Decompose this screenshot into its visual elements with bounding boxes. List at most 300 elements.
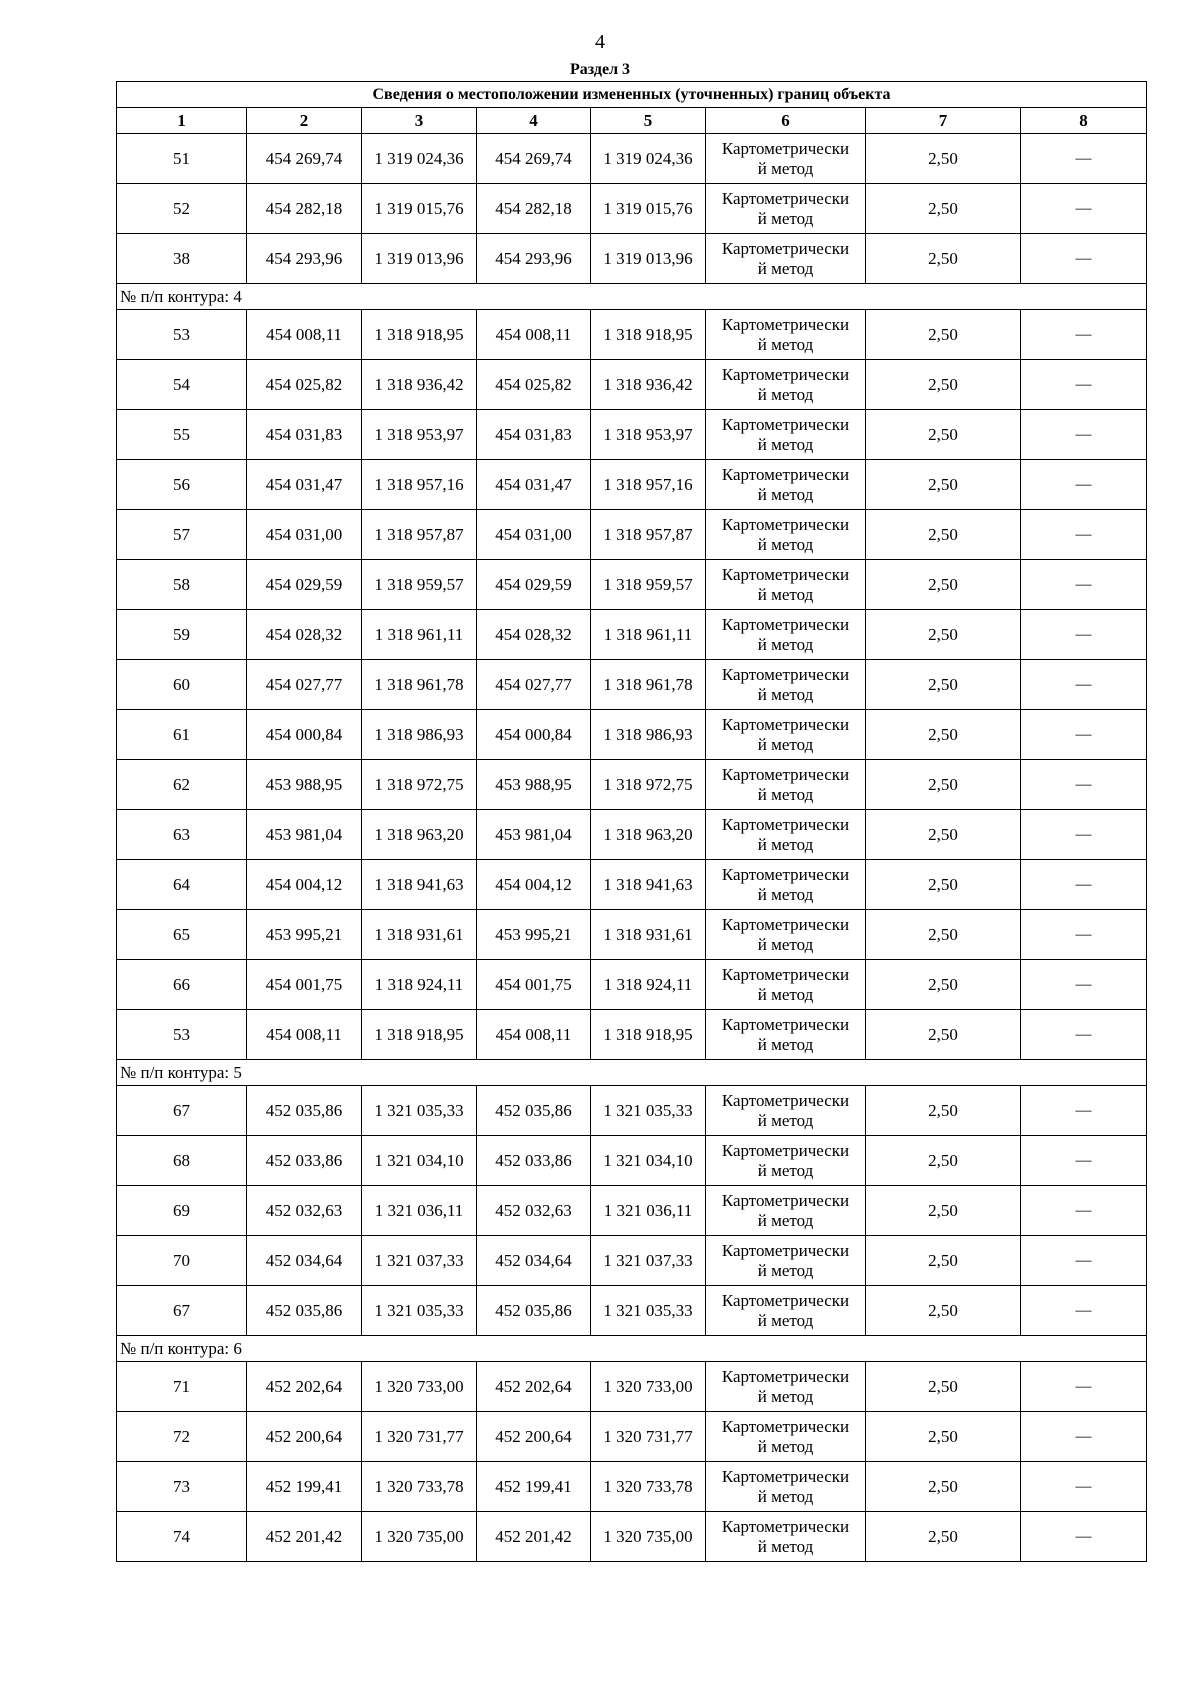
method-cell [706,960,866,1010]
y-new-cell: 1 318 924,11 [591,960,706,1010]
y-new-cell: 1 320 733,78 [591,1462,706,1512]
accuracy-cell: 2,50 [866,184,1021,234]
method-line-2: й метод [757,634,814,654]
y-new-cell: 1 318 961,78 [591,660,706,710]
x-new-cell: 453 995,21 [477,910,591,960]
method-line-1: Картометрически [721,364,850,384]
column-number: 1 [117,108,247,134]
method-line-2: й метод [757,1310,814,1330]
description-cell: — [1021,410,1147,460]
method-line-2: й метод [757,984,814,1004]
point-number-cell: 71 [117,1362,247,1412]
description-cell: — [1021,1412,1147,1462]
method-line-2: й метод [757,484,814,504]
description-cell: — [1021,1010,1147,1060]
x-existing-cell: 452 035,86 [247,1086,362,1136]
x-new-cell: 454 027,77 [477,660,591,710]
y-existing-cell: 1 318 957,87 [362,510,477,560]
point-number-cell: 64 [117,860,247,910]
point-number-cell: 60 [117,660,247,710]
contour-label: № п/п контура: 4 [117,284,1147,310]
method-line-2: й метод [757,1486,814,1506]
description-cell: — [1021,184,1147,234]
table-row [117,410,1147,460]
point-number-cell: 67 [117,1286,247,1336]
table-body [117,134,1147,1562]
point-number-cell: 68 [117,1136,247,1186]
accuracy-cell: 2,50 [866,1462,1021,1512]
x-existing-cell: 452 033,86 [247,1136,362,1186]
x-existing-cell: 453 995,21 [247,910,362,960]
method-cell [706,510,866,560]
x-existing-cell: 453 988,95 [247,760,362,810]
method-line-2: й метод [757,1210,814,1230]
method-line-1: Картометрически [721,314,850,334]
method-line-1: Картометрически [721,464,850,484]
x-existing-cell: 454 282,18 [247,184,362,234]
accuracy-cell: 2,50 [866,510,1021,560]
point-number-cell: 52 [117,184,247,234]
method-cell [706,1412,866,1462]
method-line-1: Картометрически [721,138,850,158]
method-cell [706,1362,866,1412]
y-existing-cell: 1 321 035,33 [362,1286,477,1336]
method-line-2: й метод [757,1260,814,1280]
x-existing-cell: 454 031,00 [247,510,362,560]
x-new-cell: 454 031,47 [477,460,591,510]
method-line-2: й метод [757,384,814,404]
accuracy-cell: 2,50 [866,1362,1021,1412]
method-line-2: й метод [757,158,814,178]
table-row [117,810,1147,860]
x-new-cell: 453 988,95 [477,760,591,810]
method-line-1: Картометрически [721,1366,850,1386]
x-existing-cell: 454 031,83 [247,410,362,460]
method-line-1: Картометрически [721,1090,850,1110]
x-new-cell: 454 008,11 [477,310,591,360]
description-cell: — [1021,1512,1147,1562]
accuracy-cell: 2,50 [866,860,1021,910]
x-new-cell: 454 293,96 [477,234,591,284]
point-number-cell: 58 [117,560,247,610]
y-existing-cell: 1 318 924,11 [362,960,477,1010]
table-row [117,860,1147,910]
method-line-1: Картометрически [721,1290,850,1310]
accuracy-cell: 2,50 [866,1086,1021,1136]
method-cell [706,710,866,760]
description-cell: — [1021,910,1147,960]
x-new-cell: 452 199,41 [477,1462,591,1512]
y-existing-cell: 1 318 961,78 [362,660,477,710]
point-number-cell: 53 [117,310,247,360]
table-row [117,1462,1147,1512]
accuracy-cell: 2,50 [866,1136,1021,1186]
y-new-cell: 1 321 037,33 [591,1236,706,1286]
method-line-2: й метод [757,1110,814,1130]
y-new-cell: 1 318 959,57 [591,560,706,610]
point-number-cell: 51 [117,134,247,184]
y-new-cell: 1 318 986,93 [591,710,706,760]
method-line-2: й метод [757,208,814,228]
method-line-2: й метод [757,684,814,704]
column-number: 6 [706,108,866,134]
x-existing-cell: 452 200,64 [247,1412,362,1462]
table-row [117,184,1147,234]
y-existing-cell: 1 318 961,11 [362,610,477,660]
point-number-cell: 70 [117,1236,247,1286]
section-title: Раздел 3 [569,61,631,78]
accuracy-cell: 2,50 [866,960,1021,1010]
x-new-cell: 452 034,64 [477,1236,591,1286]
y-existing-cell: 1 318 931,61 [362,910,477,960]
method-line-1: Картометрически [721,564,850,584]
method-line-2: й метод [757,584,814,604]
description-cell: — [1021,1286,1147,1336]
table-row [117,1512,1147,1562]
x-new-cell: 454 025,82 [477,360,591,410]
method-line-2: й метод [757,1536,814,1556]
y-new-cell: 1 320 733,00 [591,1362,706,1412]
method-cell [706,1136,866,1186]
x-existing-cell: 452 035,86 [247,1286,362,1336]
method-line-2: й метод [757,258,814,278]
y-existing-cell: 1 318 963,20 [362,810,477,860]
method-line-1: Картометрически [721,1014,850,1034]
x-new-cell: 453 981,04 [477,810,591,860]
y-new-cell: 1 318 957,87 [591,510,706,560]
method-line-1: Картометрически [721,238,850,258]
method-line-1: Картометрически [721,1190,850,1210]
accuracy-cell: 2,50 [866,1412,1021,1462]
method-line-2: й метод [757,834,814,854]
method-cell [706,1086,866,1136]
method-cell [706,810,866,860]
x-new-cell: 452 035,86 [477,1086,591,1136]
x-existing-cell: 454 029,59 [247,560,362,610]
method-cell [706,310,866,360]
accuracy-cell: 2,50 [866,234,1021,284]
method-cell [706,1010,866,1060]
accuracy-cell: 2,50 [866,660,1021,710]
contour-label: № п/п контура: 5 [117,1060,1147,1086]
point-number-cell: 66 [117,960,247,1010]
accuracy-cell: 2,50 [866,1236,1021,1286]
description-cell: — [1021,560,1147,610]
contour-header-row [117,284,1147,310]
y-new-cell: 1 318 961,11 [591,610,706,660]
x-new-cell: 454 008,11 [477,1010,591,1060]
point-number-cell: 54 [117,360,247,410]
y-new-cell: 1 321 036,11 [591,1186,706,1236]
table-caption-row [117,82,1147,108]
x-existing-cell: 452 199,41 [247,1462,362,1512]
y-existing-cell: 1 318 918,95 [362,1010,477,1060]
column-number: 8 [1021,108,1147,134]
method-line-2: й метод [757,934,814,954]
column-number: 3 [362,108,477,134]
description-cell: — [1021,1136,1147,1186]
x-new-cell: 454 000,84 [477,710,591,760]
point-number-cell: 56 [117,460,247,510]
column-number-row [117,108,1147,134]
y-existing-cell: 1 318 918,95 [362,310,477,360]
y-new-cell: 1 318 963,20 [591,810,706,860]
y-existing-cell: 1 320 735,00 [362,1512,477,1562]
y-new-cell: 1 319 015,76 [591,184,706,234]
table-row [117,1186,1147,1236]
table-row [117,460,1147,510]
table-row [117,1362,1147,1412]
x-new-cell: 452 032,63 [477,1186,591,1236]
x-existing-cell: 454 269,74 [247,134,362,184]
method-cell [706,1512,866,1562]
description-cell: — [1021,660,1147,710]
method-cell [706,1186,866,1236]
y-existing-cell: 1 321 037,33 [362,1236,477,1286]
accuracy-cell: 2,50 [866,1010,1021,1060]
x-existing-cell: 454 001,75 [247,960,362,1010]
y-existing-cell: 1 321 034,10 [362,1136,477,1186]
table-row [117,910,1147,960]
description-cell: — [1021,1362,1147,1412]
description-cell: — [1021,234,1147,284]
table-caption: Сведения о местоположении измененных (уточненных) границ объекта [117,82,1147,108]
x-existing-cell: 454 027,77 [247,660,362,710]
accuracy-cell: 2,50 [866,1512,1021,1562]
point-number-cell: 62 [117,760,247,810]
method-line-1: Картометрически [721,414,850,434]
method-cell [706,460,866,510]
point-number-cell: 72 [117,1412,247,1462]
accuracy-cell: 2,50 [866,134,1021,184]
method-line-1: Картометрически [721,1240,850,1260]
y-new-cell: 1 318 941,63 [591,860,706,910]
accuracy-cell: 2,50 [866,810,1021,860]
point-number-cell: 63 [117,810,247,860]
accuracy-cell: 2,50 [866,560,1021,610]
boundary-coordinates-table [116,81,1147,1562]
x-existing-cell: 454 028,32 [247,610,362,660]
description-cell: — [1021,1086,1147,1136]
method-line-1: Картометрически [721,914,850,934]
y-new-cell: 1 318 957,16 [591,460,706,510]
table-row [117,1412,1147,1462]
y-new-cell: 1 318 953,97 [591,410,706,460]
y-existing-cell: 1 320 731,77 [362,1412,477,1462]
method-line-1: Картометрически [721,714,850,734]
x-new-cell: 452 033,86 [477,1136,591,1186]
table-row [117,660,1147,710]
table-row [117,1136,1147,1186]
x-existing-cell: 453 981,04 [247,810,362,860]
point-number-cell: 65 [117,910,247,960]
y-existing-cell: 1 319 015,76 [362,184,477,234]
description-cell: — [1021,134,1147,184]
method-cell [706,660,866,710]
method-line-2: й метод [757,434,814,454]
accuracy-cell: 2,50 [866,610,1021,660]
description-cell: — [1021,710,1147,760]
x-new-cell: 454 028,32 [477,610,591,660]
x-new-cell: 452 202,64 [477,1362,591,1412]
point-number-cell: 73 [117,1462,247,1512]
column-number: 2 [247,108,362,134]
description-cell: — [1021,1186,1147,1236]
method-line-1: Картометрически [721,1516,850,1536]
y-existing-cell: 1 318 959,57 [362,560,477,610]
y-existing-cell: 1 320 733,78 [362,1462,477,1512]
x-existing-cell: 452 034,64 [247,1236,362,1286]
description-cell: — [1021,460,1147,510]
y-existing-cell: 1 318 986,93 [362,710,477,760]
method-line-2: й метод [757,1386,814,1406]
method-line-2: й метод [757,334,814,354]
column-number: 7 [866,108,1021,134]
method-cell [706,560,866,610]
table-row [117,710,1147,760]
point-number-cell: 74 [117,1512,247,1562]
point-number-cell: 59 [117,610,247,660]
method-line-1: Картометрически [721,614,850,634]
x-new-cell: 452 201,42 [477,1512,591,1562]
table-row [117,510,1147,560]
method-line-1: Картометрически [721,514,850,534]
x-existing-cell: 454 000,84 [247,710,362,760]
accuracy-cell: 2,50 [866,1186,1021,1236]
method-line-2: й метод [757,1034,814,1054]
column-number: 5 [591,108,706,134]
y-new-cell: 1 318 936,42 [591,360,706,410]
method-line-1: Картометрически [721,664,850,684]
description-cell: — [1021,860,1147,910]
description-cell: — [1021,1236,1147,1286]
accuracy-cell: 2,50 [866,310,1021,360]
x-existing-cell: 452 202,64 [247,1362,362,1412]
method-line-1: Картометрически [721,764,850,784]
x-existing-cell: 452 032,63 [247,1186,362,1236]
x-new-cell: 454 282,18 [477,184,591,234]
table-row [117,1236,1147,1286]
method-cell [706,134,866,184]
x-existing-cell: 454 004,12 [247,860,362,910]
contour-label: № п/п контура: 6 [117,1336,1147,1362]
description-cell: — [1021,610,1147,660]
method-line-1: Картометрически [721,964,850,984]
method-line-1: Картометрически [721,1416,850,1436]
point-number-cell: 55 [117,410,247,460]
table-row [117,760,1147,810]
y-existing-cell: 1 321 036,11 [362,1186,477,1236]
y-existing-cell: 1 321 035,33 [362,1086,477,1136]
method-line-1: Картометрически [721,1140,850,1160]
method-line-2: й метод [757,884,814,904]
y-new-cell: 1 318 931,61 [591,910,706,960]
description-cell: — [1021,310,1147,360]
method-cell [706,1236,866,1286]
method-line-1: Картометрически [721,1466,850,1486]
point-number-cell: 61 [117,710,247,760]
description-cell: — [1021,510,1147,560]
accuracy-cell: 2,50 [866,760,1021,810]
point-number-cell: 67 [117,1086,247,1136]
method-cell [706,360,866,410]
description-cell: — [1021,360,1147,410]
y-existing-cell: 1 318 957,16 [362,460,477,510]
column-number: 4 [477,108,591,134]
method-cell [706,1462,866,1512]
y-new-cell: 1 319 013,96 [591,234,706,284]
table-row [117,134,1147,184]
table-row [117,610,1147,660]
y-existing-cell: 1 318 941,63 [362,860,477,910]
method-cell [706,760,866,810]
y-new-cell: 1 318 918,95 [591,1010,706,1060]
method-cell [706,910,866,960]
point-number-cell: 53 [117,1010,247,1060]
y-existing-cell: 1 318 972,75 [362,760,477,810]
table-row [117,310,1147,360]
x-existing-cell: 454 293,96 [247,234,362,284]
method-line-1: Картометрически [721,864,850,884]
y-existing-cell: 1 319 024,36 [362,134,477,184]
x-new-cell: 454 269,74 [477,134,591,184]
method-line-2: й метод [757,1436,814,1456]
method-cell [706,234,866,284]
method-cell [706,610,866,660]
method-cell [706,860,866,910]
table-row [117,1286,1147,1336]
y-new-cell: 1 321 035,33 [591,1086,706,1136]
description-cell: — [1021,760,1147,810]
y-new-cell: 1 318 918,95 [591,310,706,360]
y-new-cell: 1 319 024,36 [591,134,706,184]
y-new-cell: 1 320 735,00 [591,1512,706,1562]
method-cell [706,410,866,460]
point-number-cell: 57 [117,510,247,560]
point-number-cell: 38 [117,234,247,284]
contour-header-row [117,1336,1147,1362]
description-cell: — [1021,960,1147,1010]
method-line-2: й метод [757,784,814,804]
x-new-cell: 454 004,12 [477,860,591,910]
point-number-cell: 69 [117,1186,247,1236]
page-number: 4 [595,31,605,53]
accuracy-cell: 2,50 [866,710,1021,760]
table-row [117,1086,1147,1136]
y-existing-cell: 1 318 936,42 [362,360,477,410]
method-line-1: Картометрически [721,188,850,208]
table-row [117,560,1147,610]
x-existing-cell: 452 201,42 [247,1512,362,1562]
x-new-cell: 454 031,00 [477,510,591,560]
accuracy-cell: 2,50 [866,360,1021,410]
method-cell [706,1286,866,1336]
description-cell: — [1021,1462,1147,1512]
y-existing-cell: 1 319 013,96 [362,234,477,284]
table-row [117,1010,1147,1060]
y-existing-cell: 1 320 733,00 [362,1362,477,1412]
method-line-2: й метод [757,534,814,554]
description-cell: — [1021,810,1147,860]
x-new-cell: 454 029,59 [477,560,591,610]
accuracy-cell: 2,50 [866,910,1021,960]
accuracy-cell: 2,50 [866,410,1021,460]
table-row [117,234,1147,284]
method-line-1: Картометрически [721,814,850,834]
table-row [117,960,1147,1010]
x-new-cell: 454 001,75 [477,960,591,1010]
x-existing-cell: 454 008,11 [247,1010,362,1060]
